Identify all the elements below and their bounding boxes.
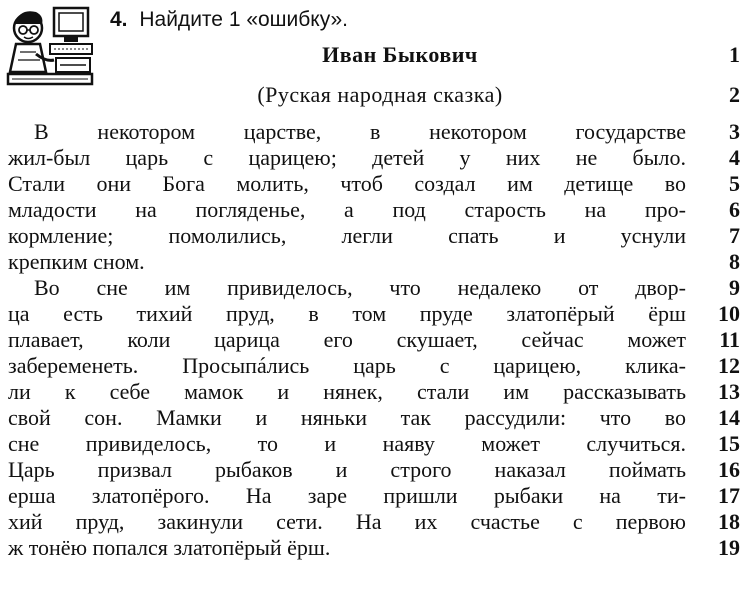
line-number: 14 bbox=[718, 405, 740, 430]
story-line: Царь призвал рыбаков и строго наказал поймать bbox=[8, 457, 686, 482]
task-number: 4. bbox=[110, 8, 128, 31]
task-heading bbox=[110, 8, 348, 32]
story-title: Иван Быкович bbox=[322, 42, 478, 67]
line-number: 17 bbox=[718, 483, 740, 508]
story-line: ж тонёю попался златопёрый ёрш. bbox=[8, 535, 331, 560]
story-line: кормление; помолились, легли спать и уснули bbox=[8, 223, 686, 248]
story-line: Стали они Бога молить, чтоб создал им детище во bbox=[8, 171, 686, 196]
story-subtitle: (Руская народная сказка) bbox=[257, 82, 503, 107]
line-number: 18 bbox=[718, 509, 740, 534]
line-number: 19 bbox=[718, 535, 740, 560]
story-line: младости на погляденье, а под старость на про- bbox=[8, 197, 686, 222]
line-number: 13 bbox=[718, 379, 740, 404]
story-line: ца есть тихий пруд, в том пруде златопёрый ёрш bbox=[8, 301, 686, 326]
student-at-computer-icon bbox=[6, 4, 94, 88]
story-line: ли к себе мамок и нянек, стали им рассказывать bbox=[8, 379, 686, 404]
line-number: 1 bbox=[729, 42, 740, 67]
story-line: жил-был царь с царицею; детей у них не было. bbox=[8, 145, 686, 170]
line-number: 3 bbox=[729, 119, 740, 144]
line-number: 10 bbox=[718, 301, 740, 326]
story-line: сне привиделось, то и наяву может случиться. bbox=[8, 431, 686, 456]
line-number: 15 bbox=[718, 431, 740, 456]
line-number: 16 bbox=[718, 457, 740, 482]
story-line: свой сон. Мамки и няньки так рассудили: что во bbox=[8, 405, 686, 430]
story-line: Во сне им привиделось, что недалеко от двор- bbox=[34, 275, 686, 300]
line-number: 7 bbox=[729, 223, 740, 248]
line-number: 8 bbox=[729, 249, 740, 274]
line-number: 2 bbox=[729, 82, 740, 107]
story-line: плавает, коли царица его скушает, сейчас может bbox=[8, 327, 686, 352]
line-number: 11 bbox=[719, 327, 740, 352]
story-line: крепким сном. bbox=[8, 249, 145, 274]
story-line: забеременеть. Просыпáлись царь с царицею, клика- bbox=[8, 353, 686, 378]
story-line: В некотором царстве, в некотором государстве bbox=[34, 119, 686, 144]
line-number: 6 bbox=[729, 197, 740, 222]
line-number: 9 bbox=[729, 275, 740, 300]
line-number: 4 bbox=[729, 145, 740, 170]
task-text: Найдите 1 «ошибку». bbox=[139, 8, 348, 31]
line-number: 5 bbox=[729, 171, 740, 196]
story-line: хий пруд, закинули сети. На их счастье с первою bbox=[8, 509, 686, 534]
line-number: 12 bbox=[718, 353, 740, 378]
story-line: ерша златопёрого. На заре пришли рыбаки на ти- bbox=[8, 483, 686, 508]
